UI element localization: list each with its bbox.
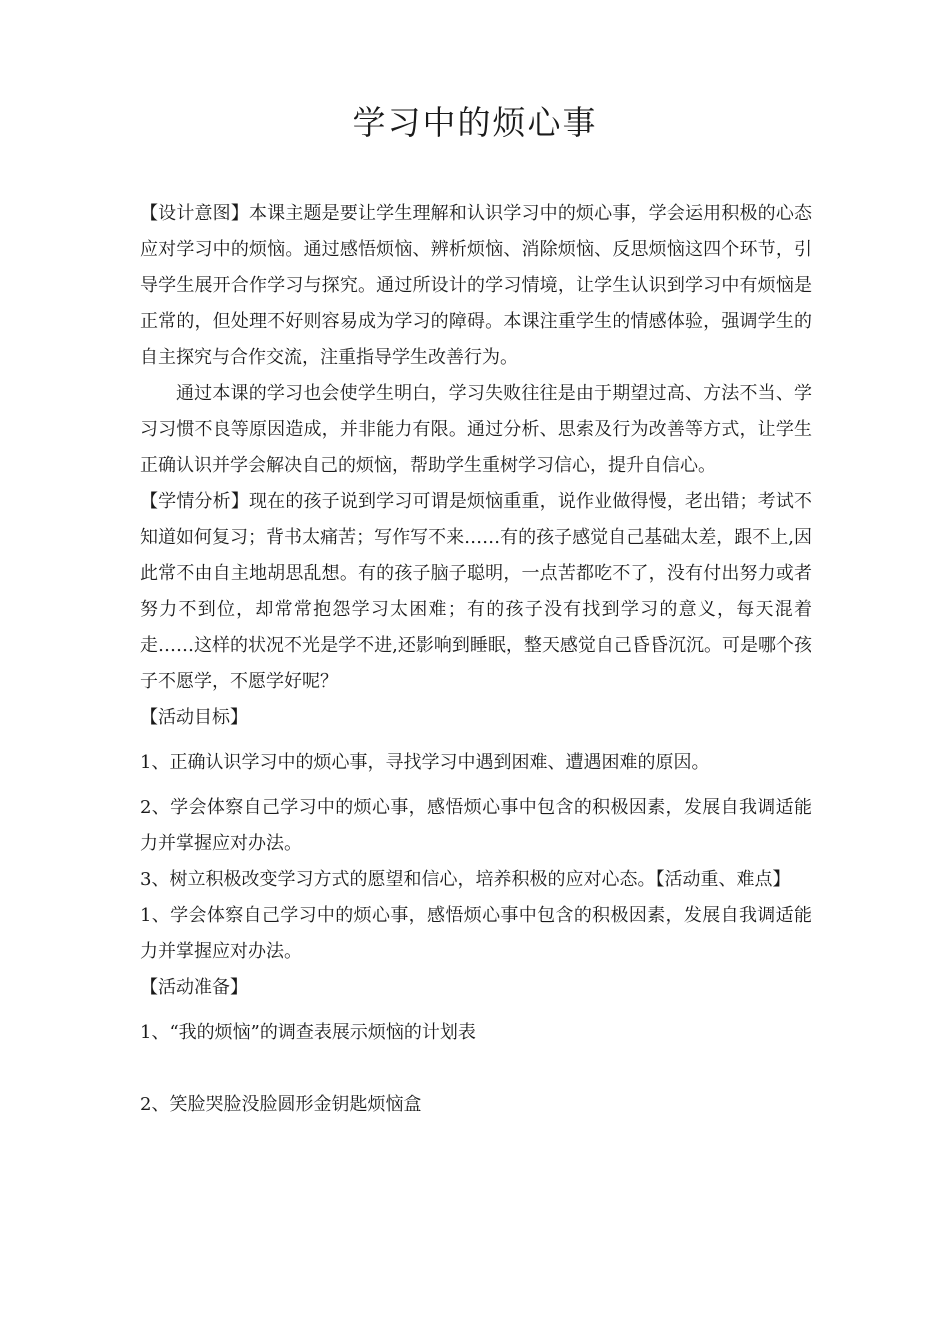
preparation-item-2: 2、笑脸哭脸没脸圆形金钥匙烦恼盒: [140, 1094, 422, 1115]
activity-preparation-heading: 【活动准备】: [140, 977, 248, 998]
activity-goals-heading: 【活动目标】: [140, 707, 248, 728]
goal-item-2: 2、学会体察自己学习中的烦心事，感悟烦心事中包含的积极因素，发展自我调适能力并掌握应对办法。: [140, 797, 812, 854]
document-title: 学习中的烦心事: [352, 103, 598, 142]
design-intent-paragraph: 【设计意图】本课主题是要让学生理解和认识学习中的烦心事，学会运用积极的心态应对学习中的烦恼。通过感悟烦恼、辨析烦恼、消除烦恼、反思烦恼这四个环节，引导学生展开合作学习与探究。通过所设计的学习情境，让学生认识到学习中有烦恼是正常的，但处理不好则容易成为学习的障碍。本课注重学生的情感体验，强调学生的自主探究与合作交流，注重指导学生改善行为。: [140, 203, 812, 368]
document-body: [140, 196, 812, 1123]
goal-item-1: 1、正确认识学习中的烦心事，寻找学习中遇到困难、遭遇困难的原因。: [140, 752, 710, 773]
preparation-item-1: 1、“我的烦恼”的调查表展示烦恼的计划表: [140, 1022, 476, 1043]
design-intent-continued-paragraph: 通过本课的学习也会使学生明白，学习失败往往是由于期望过高、方法不当、学习习惯不良等原因造成，并非能力有限。通过分析、思索及行为改善等方式，让学生正确认识并学会解决自己的烦恼，帮助学生重树学习信心，提升自信心。: [140, 383, 812, 476]
goal-item-3: 3、树立积极改变学习方式的愿望和信心，培养积极的应对心态。【活动重、难点】: [140, 869, 791, 890]
key-point-item-1: 1、学会体察自己学习中的烦心事，感悟烦心事中包含的积极因素，发展自我调适能力并掌握应对办法。: [140, 905, 812, 962]
learning-analysis-paragraph: 【学情分析】现在的孩子说到学习可谓是烦恼重重，说作业做得慢，老出错；考试不知道如何复习；背书太痛苦；写作写不来……有的孩子感觉自己基础太差，跟不上,因此常不由自主地胡思乱想。有的孩子脑子聪明，一点苦都吃不了，没有付出努力或者努力不到位，却常常抱怨学习太困难；有的孩子没有找到学习的意义，每天混着走……这样的状况不光是学不进,还影响到睡眠，整天感觉自己昏昏沉沉。可是哪个孩子不愿学，不愿学好呢？: [140, 491, 812, 692]
